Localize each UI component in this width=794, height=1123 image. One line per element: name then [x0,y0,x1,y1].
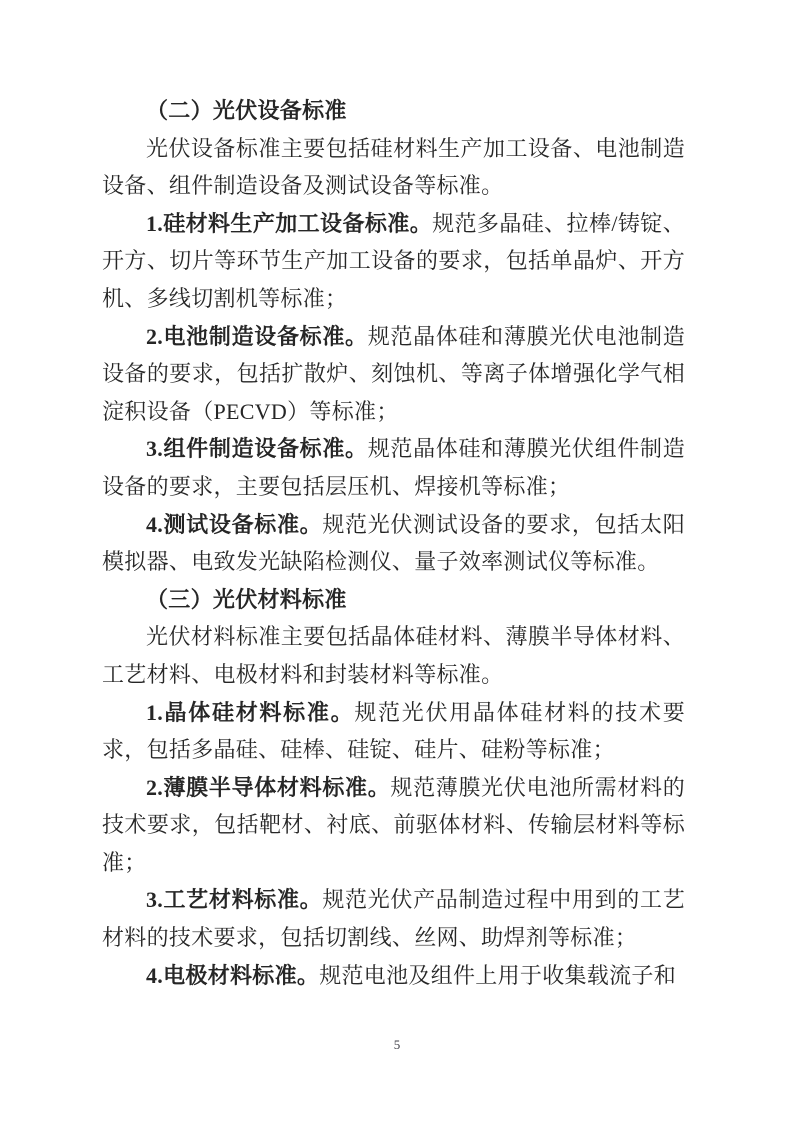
item-lead: 3.组件制造设备标准。 [146,436,368,462]
page-number: 5 [393,1037,401,1052]
item-text: 规范晶体硅和薄膜光伏电池制造设备的要求，包括扩散炉、刻蚀机、等离子体增强化学气相淀积设备（PECVD）等标准； [102,323,685,424]
section-heading: （三）光伏材料标准 [146,586,347,612]
item-lead: 2.电池制造设备标准。 [146,323,368,349]
item-text: 规范光伏用晶体硅材料的技术要求，包括多晶硅、硅棒、硅锭、硅片、硅粉等标准； [102,699,685,763]
list-item [102,769,685,882]
list-item [102,694,685,769]
paragraph: 光伏材料标准主要包括晶体硅材料、薄膜半导体材料、工艺材料、电极材料和封装材料等标准。 [102,624,685,687]
item-lead: 1.晶体硅材料标准。 [146,699,355,725]
item-text: 规范电池及组件上用于收集载流子和 [319,962,677,988]
item-lead: 4.测试设备标准。 [146,511,323,537]
item-text: 规范光伏测试设备的要求，包括太阳模拟器、电致发光缺陷检测仪、量子效率测试仪等标准。 [102,511,685,575]
page-content [102,92,685,994]
item-text: 规范薄膜光伏电池所需材料的技术要求，包括靶材、衬底、前驱体材料、传输层材料等标准； [102,774,685,875]
list-item [102,205,685,318]
item-lead: 1.硅材料生产加工设备标准。 [146,210,433,236]
item-text: 规范光伏产品制造过程中用到的工艺材料的技术要求，包括切割线、丝网、助焊剂等标准； [102,887,685,951]
item-text: 规范多晶硅、拉棒/铸锭、开方、切片等环节生产加工设备的要求，包括单晶炉、开方机、多线切割机等标准； [102,210,686,311]
item-lead: 4.电极材料标准。 [146,962,320,988]
paragraph: 光伏设备标准主要包括硅材料生产加工设备、电池制造设备、组件制造设备及测试设备等标准。 [102,135,685,199]
list-item [102,506,685,581]
item-lead: 3.工艺材料标准。 [146,887,323,913]
section-heading: （二）光伏设备标准 [146,98,347,123]
list-item [102,430,685,505]
item-text: 规范晶体硅和薄膜光伏组件制造设备的要求，主要包括层压机、焊接机等标准； [102,436,685,499]
list-item [102,881,685,956]
list-item [102,318,685,431]
item-lead: 2.薄膜半导体材料标准。 [146,774,391,800]
list-item [102,957,685,995]
